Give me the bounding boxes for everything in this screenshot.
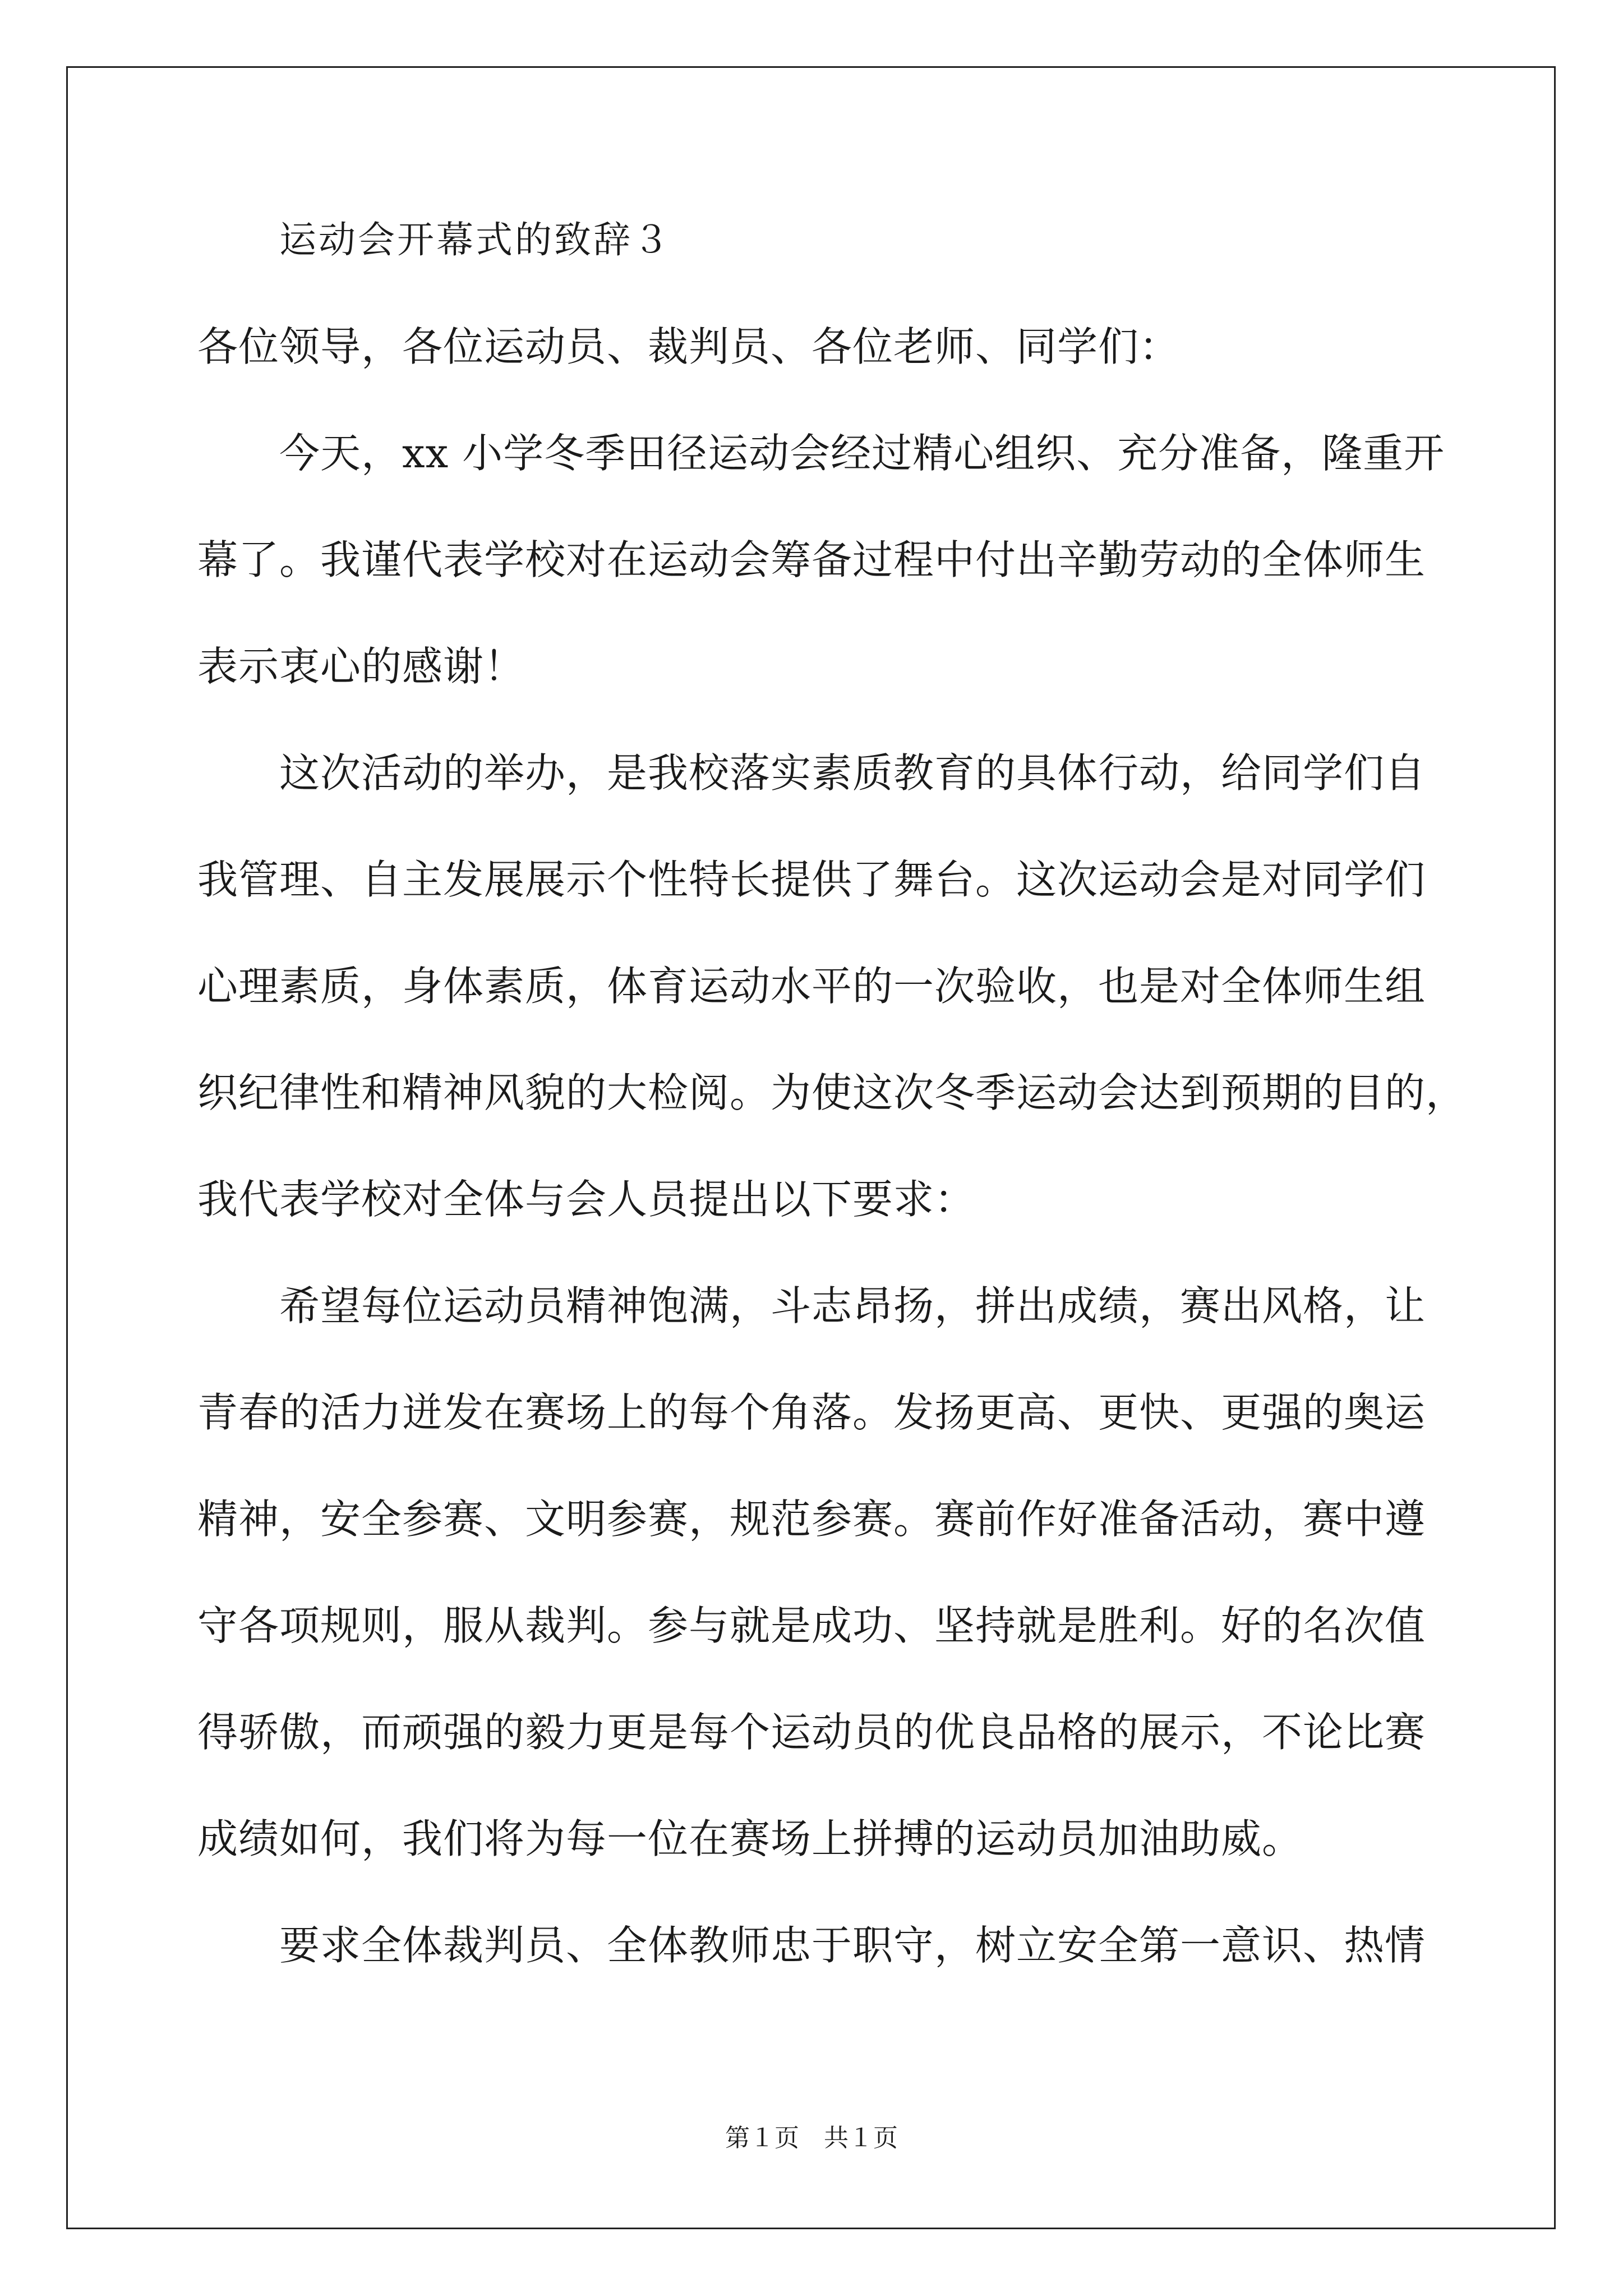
salutation-line: 各位领导，各位运动员、裁判员、各位老师、同学们：: [197, 323, 1181, 370]
paragraph-2-line-4: 织纪律性和精神风貌的大检阅。为使这次冬季运动会达到预期的目的，: [197, 1069, 1467, 1116]
paragraph-3-line-6: 成绩如何，我们将为每一位在赛场上拼搏的运动员加油助威。: [197, 1815, 1303, 1862]
paragraph-2-line-3: 心理素质，身体素质，体育运动水平的一次验收，也是对全体师生组: [197, 963, 1426, 1010]
document-title: 运动会开幕式的致辞３: [279, 218, 672, 261]
document-body: [197, 213, 1467, 2025]
paragraph-3-line-3: 精神，安全参赛、文明参赛，规范参赛。赛前作好准备活动，赛中遵: [197, 1496, 1426, 1543]
page-number-footer: 第１页 共１页: [725, 2124, 898, 2152]
paragraph-3-line-1: 希望每位运动员精神饱满，斗志昂扬，拼出成绩，赛出风格，让: [279, 1282, 1426, 1329]
paragraph-1-line-1: 今天，xx 小学冬季田径运动会经过精心组织、充分准备，隆重开: [279, 430, 1445, 477]
paragraph-2-line-1: 这次活动的举办，是我校落实素质教育的具体行动，给同学们自: [279, 749, 1426, 797]
paragraph-1-line-2: 幕了。我谨代表学校对在运动会筹备过程中付出辛勤劳动的全体师生: [197, 536, 1426, 583]
paragraph-3-line-5: 得骄傲，而顽强的毅力更是每个运动员的优良品格的展示，不论比赛: [197, 1709, 1426, 1756]
paragraph-1-line-3: 表示衷心的感谢！: [197, 643, 525, 690]
paragraph-2-line-2: 我管理、自主发展展示个性特长提供了舞台。这次运动会是对同学们: [197, 856, 1426, 903]
paragraph-3-line-4: 守各项规则，服从裁判。参与就是成功、坚持就是胜利。好的名次值: [197, 1602, 1426, 1649]
paragraph-3-line-2: 青春的活力迸发在赛场上的每个角落。发扬更高、更快、更强的奥运: [197, 1389, 1426, 1436]
paragraph-2-line-5: 我代表学校对全体与会人员提出以下要求：: [197, 1176, 976, 1223]
paragraph-4-line-1: 要求全体裁判员、全体教师忠于职守，树立安全第一意识、热情: [279, 1922, 1426, 1969]
